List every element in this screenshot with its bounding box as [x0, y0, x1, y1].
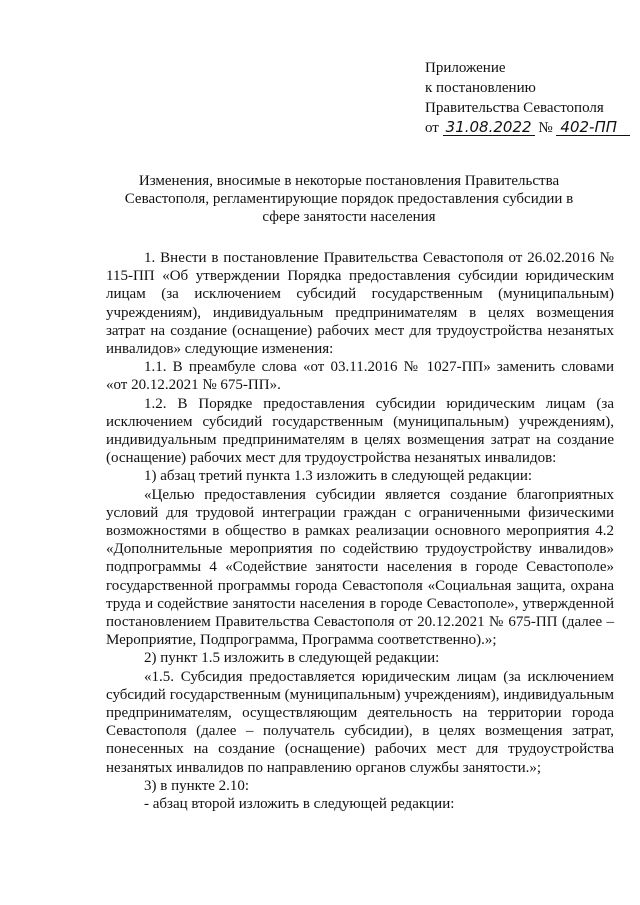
paragraph-1-2: 1.2. В Порядке предоставления субсидии юридическим лицам (за исключением субсидий государственным (муниципальным) учреждениям), индивидуальным предпринимателям в целях возмещения затрат на создание (оснащение) рабочих мест для трудоустройства незанятых инвалидов: [106, 395, 614, 467]
number-prefix: № [538, 120, 553, 136]
paragraph-1-1: 1.1. В преамбуле слова «от 03.11.2016 № 1027-ПП» заменить словами «от 20.12.2021 № 675-ПП». [106, 359, 614, 394]
appendix-line-1: Приложение [425, 60, 506, 76]
from-prefix: от [425, 120, 439, 136]
appendix-line-2: к постановлению [425, 80, 536, 96]
item-3-sub: - абзац второй изложить в следующей редакции: [144, 796, 455, 813]
document-body [106, 249, 614, 813]
document-title: Изменения, вносимые в некоторые постановления Правительства Севастополя, регламентирующие порядок предоставления субсидии в сфере занятости населения [124, 173, 574, 225]
paragraph-1: 1. Внести в постановление Правительства Севастополя от 26.02.2016 № 115-ПП «Об утверждении Порядка предоставления субсидии юридическим лицам (за исключением субсидий государственным (муниципальным) учреждениям), индивидуальным предпринимателям в целях возмещения затрат на создание (оснащение) рабочих мест для трудоустройства незанятых инвалидов» следующие изменения: [106, 250, 614, 358]
handwritten-number: 402-ПП [556, 119, 630, 136]
handwritten-date: 31.08.2022 [443, 119, 535, 136]
item-3: 3) в пункте 2.10: [144, 777, 250, 794]
item-1: 1) абзац третий пункта 1.3 изложить в следующей редакции: [144, 468, 533, 485]
appendix-block [425, 58, 630, 138]
item-2: 2) пункт 1.5 изложить в следующей редакции: [144, 650, 440, 667]
appendix-date-number-line [425, 118, 630, 138]
item-1-quote: «Целью предоставления субсидии является создание благоприятных условий для трудовой интеграции граждан с ограниченными физическими возможностями в общество в рамках реализации основного мероприятия 4.2 «Дополнительные мероприятия по содействию трудоустройству инвалидов» подпрограммы 4 «Содействие занятости населения в городе Севастополе» государственной программы города Севастополя «Социальная защита, охрана труда и содействие занятости населения в городе Севастополе», утвержденной постановлением Правительства Севастополя от 20.12.2021 № 675-ПП (далее – Мероприятие, Подпрограмма, Программа соответственно).»; [106, 486, 614, 649]
appendix-line-3: Правительства Севастополя [425, 100, 604, 116]
item-2-quote: «1.5. Субсидия предоставляется юридическим лицам (за исключением субсидий государственным (муниципальным) учреждениям), индивидуальным предпринимателям, осуществляющим деятельность на территории города Севастополя (далее – получатель субсидии), в целях возмещения затрат, понесенных на создание (оснащение) рабочих мест для трудоустройства незанятых инвалидов по направлению органов службы занятости.»; [106, 668, 614, 776]
